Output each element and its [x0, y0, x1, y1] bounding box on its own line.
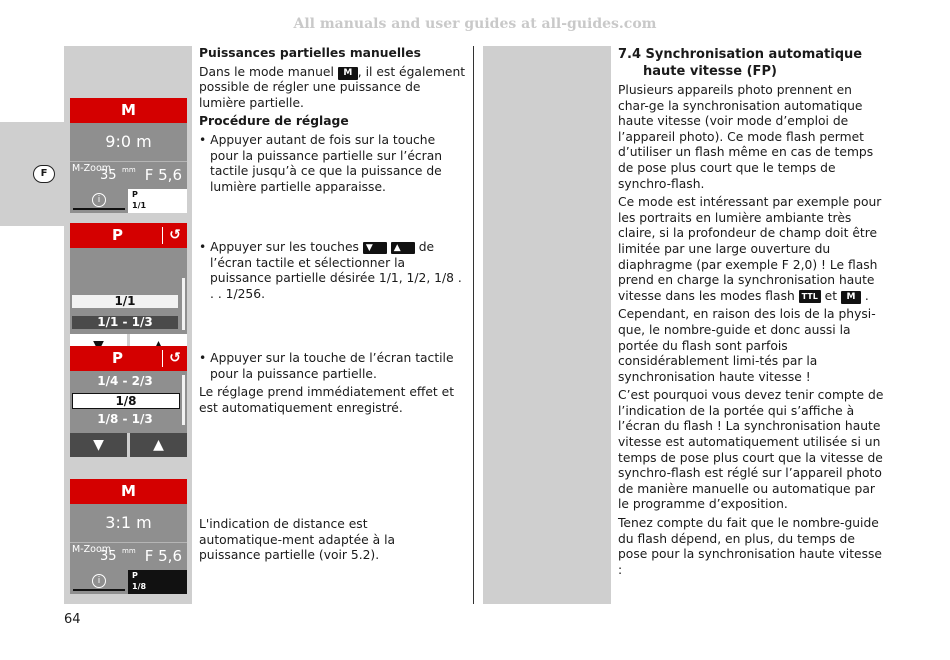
mode-header: M [70, 479, 187, 504]
power-option[interactable]: 1/4 - 2/3 [97, 374, 153, 388]
paragraph-2: Ce mode est intéressant par exemple pour les portraits en lumière ambiante très claire, si la profondeur de champ doit être limitée par une large ouverture du diaphragme (par exemple F 2,0) ! Le flash prend en charge la synchronisation haute vitesse dans les modes flash TTL et M . [618, 195, 882, 303]
zoom-value: 35 [100, 549, 117, 564]
aperture-value: F 5,6 [144, 547, 182, 565]
arrow-up-button[interactable]: ▲ [130, 433, 187, 457]
page-number: 64 [64, 612, 81, 627]
power-value: 1/1 [132, 201, 147, 210]
language-side-tab [0, 122, 64, 226]
power-value: 1/8 [132, 582, 147, 591]
mode-label: P [112, 349, 123, 367]
step-1: • Appuyer autant de fois sur la touche pour la puissance partielle sur l’écran tactile jusqu’à ce que la puissance de lumière partielle apparaisse. [199, 132, 443, 194]
aperture-value: F 5,6 [144, 166, 182, 184]
power-list [70, 371, 187, 433]
paragraph-3: Cependant, en raison des lois de la physi-que, le nombre-guide et donc aussi la portée du flash sont parfois considérablement limi-tés par la synchronisation haute vitesse ! [618, 307, 876, 384]
power-option[interactable]: 1/8 - 1/3 [97, 412, 153, 426]
info-button[interactable] [70, 189, 128, 213]
scrollbar[interactable] [182, 375, 185, 425]
power-mode-label: P [132, 571, 138, 580]
back-icon[interactable]: ↺ [162, 350, 187, 367]
mode-label: P [112, 226, 123, 244]
arrow-up-icon: ▲ [391, 242, 415, 254]
flash-screen-manual-partial [70, 479, 187, 594]
distance-note: L'indication de distance est automatique-ment adaptée à la puissance partielle (voir 5.2). [199, 517, 396, 563]
subheading-procedure: Procédure de réglage [199, 114, 349, 129]
flash-screen-power-select-2 [70, 346, 187, 459]
zoom-row [70, 161, 187, 189]
info-icon: i [92, 574, 106, 588]
subheading-partial-power: Puissances partielles manuelles [199, 46, 421, 60]
step-3 [199, 351, 467, 416]
step-3-text: • Appuyer sur la touche de l’écran tactile pour la puissance partielle. [199, 351, 454, 381]
arrow-row [70, 433, 187, 459]
info-icon: i [92, 193, 106, 207]
zoom-label: M-Zoom [72, 544, 112, 555]
power-list [70, 248, 187, 334]
distance-readout: 9:0 m [70, 123, 187, 161]
margin-column [483, 46, 611, 604]
power-option[interactable]: 1/1 - 1/3 [72, 316, 178, 329]
screen-footer [70, 570, 187, 594]
zoom-unit: mm [122, 547, 136, 555]
watermark: All manuals and user guides at all-guides.com [293, 16, 657, 32]
ttl-mode-icon: TTL [799, 290, 821, 303]
partial-power-button[interactable] [132, 189, 146, 211]
screen-footer [70, 189, 187, 213]
section-heading: 7.4 Synchronisation automatique haute vitesse (FP) [618, 47, 863, 79]
paragraph-4: C’est pourquoi vous devez tenir compte de l’indication de la portée qui s’affiche à l’écran du flash ! La synchronisation haute vitesse est automatiquement utilisée si un temps de pose plus court que la vitesse de synchro-flash est réglé sur l’appareil photo de manière manuelle ou automatique par le programme d’exposition. [618, 388, 884, 512]
arrow-down-icon: ▼ [363, 242, 387, 254]
arrow-down-button[interactable]: ▼ [70, 433, 127, 457]
section-partial-power [199, 46, 467, 195]
flash-screen-manual-full [70, 98, 187, 213]
partial-power-button[interactable] [132, 570, 146, 592]
zoom-row [70, 542, 187, 570]
zoom-label: M-Zoom [72, 163, 112, 174]
paragraph-5: Tenez compte du fait que le nombre-guide du flash dépend, en plus, du temps de pose pour la synchronisation haute vitesse : [618, 516, 882, 577]
mode-header [70, 346, 187, 371]
language-badge: F [33, 165, 55, 183]
mode-header: M [70, 98, 187, 123]
mode-header [70, 223, 187, 248]
zoom-value: 35 [100, 168, 117, 183]
scrollbar[interactable] [182, 278, 185, 330]
power-option-selected[interactable]: 1/1 [72, 295, 178, 308]
paragraph-1: Plusieurs appareils photo prennent en char-ge la synchronisation automatique haute vitesse (voir mode d’emploi de l’appareil photo). Ce mode flash permet d’utiliser un flash même en cas de temps de pose plus court que le temps de synchro-flash. [618, 83, 874, 191]
power-option-selected[interactable]: 1/8 [72, 393, 180, 409]
step-2: • Appuyer sur les touches ▼ ▲ de l’écran tactile et sélectionner la puissance partielle désirée 1/1, 1/2, 1/8 . . . 1/256. [199, 240, 462, 301]
power-mode-label: P [132, 190, 138, 199]
manual-mode-icon: M [338, 67, 358, 80]
section-high-speed-sync [618, 46, 886, 581]
back-icon[interactable]: ↺ [162, 227, 187, 244]
flash-screen-power-select-1 [70, 223, 187, 360]
info-button[interactable] [70, 570, 128, 594]
step-3-result: Le réglage prend immédiatement effet et est automatiquement enregistré. [199, 385, 455, 415]
zoom-unit: mm [122, 166, 136, 174]
intro-paragraph: Dans le mode manuel M , il est également possible de régler une puissance de lumière partielle. [199, 64, 466, 110]
manual-mode-icon: M [841, 291, 861, 304]
distance-readout: 3:1 m [70, 504, 187, 542]
column-divider [473, 46, 474, 604]
